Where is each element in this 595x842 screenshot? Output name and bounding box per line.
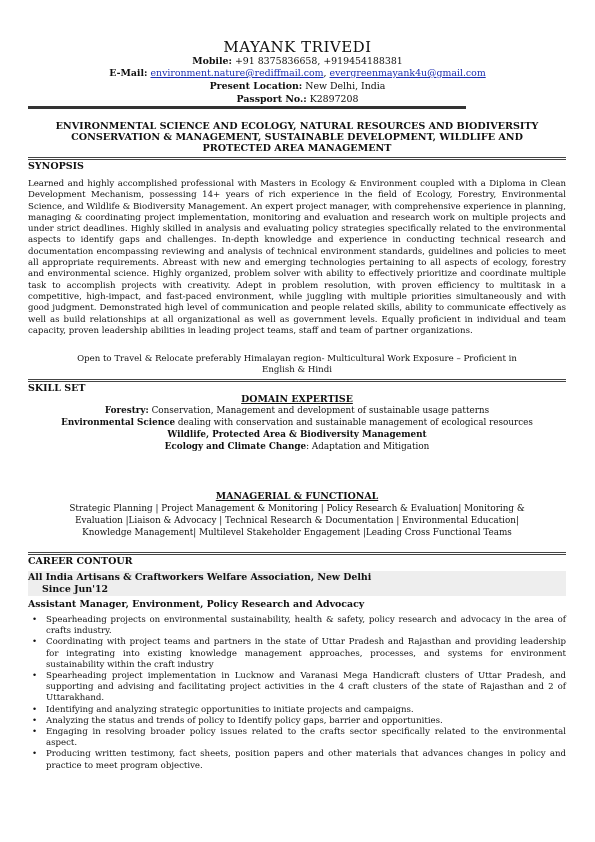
bullet-icon: • (32, 671, 38, 682)
passport-line (0, 94, 595, 105)
list-item (28, 637, 566, 671)
domain-expertise-heading: DOMAIN EXPERTISE (241, 394, 353, 405)
bullet-icon: • (32, 637, 38, 648)
domain-item-label: Ecology and Climate Change (164, 442, 307, 452)
open-line-2: English & Hindi (262, 365, 332, 375)
email-link-1[interactable]: environment.nature@rediffmail.com (150, 68, 324, 79)
list-item (28, 716, 566, 727)
profile-title (28, 121, 566, 154)
list-item (28, 727, 566, 749)
job-role: Assistant Manager, Environment, Policy Research and Advocacy (28, 599, 365, 610)
list-item-text: Spearheading project implementation in Lucknow and Varanasi Mega Handicraft clusters of Uttar Pradesh, and supporting and advising and facilitating project activities in the 4 craft clusters of the state of Rajasthan and 2 of Uttarakhand. (46, 671, 566, 704)
domain-item-text: dealing with conservation and sustainable management of ecological resources (175, 418, 533, 428)
header-divider (28, 106, 466, 109)
skill-set-heading: SKILL SET (28, 379, 566, 395)
domain-item-label: Forestry: (104, 406, 149, 416)
list-item-text: Spearheading projects on environmental sustainability, health & safety, policy research and advocacy in the area of crafts industry. (46, 615, 566, 637)
responsibility-list (28, 615, 566, 772)
employer-block (28, 571, 566, 596)
bullet-icon: • (32, 715, 38, 726)
title-line: ENVIRONMENTAL SCIENCE AND ECOLOGY, NATURAL RESOURCES AND BIODIVERSITY (55, 121, 539, 132)
bullet-icon: • (32, 704, 38, 715)
email-line (0, 68, 595, 79)
domain-item-text: : Adaptation and Mitigation (306, 442, 430, 452)
list-item (28, 749, 566, 771)
list-item-text: Analyzing the status and trends of policy to Identify policy gaps, barrier and opportunities. (46, 715, 443, 726)
list-item-text: Engaging in resolving broader policy issues related to the crafts sector specifically related to the environmental aspect. (46, 727, 566, 749)
list-item (28, 705, 566, 716)
synopsis-text: Learned and highly accomplished professional with Masters in Ecology & Environment coupled with a Diploma in Clean Development Mechanism, possessing 14+ years of rich experience in the field of Ecology, Forestry, Environmental Science, and Wildlife & Biodiversity Management. An expert project manager, with comprehensive experience in planning, managing & coordinating project implementation, monitoring and evaluation and research work on multiple projects and under strict deadlines. Highly skilled in analysis and evaluating policy strategies specifically related to the environmental aspects to identify gaps and challenges. In-depth knowledge and experience in conducting technical research and documentation encompassing reviewing and analysis of technical environment standards, guidelines and policies to meet all appropriate requirements. Abreast with new and emerging technologies pertaining to all aspects of ecology, forestry and environmental science. Highly organized, problem solver with ability to effectively prioritize and coordinate multiple task to accomplish projects with creativity. Adept in problem resolution, with proven efficiency to multitask in a competitive, high-impact, and fast-paced environment, while juggling with multiple priorities simultaneously and with good judgment. Demonstrated high level of communication and people related skills, ability to communicate effectively as well as build relationships at all organizational as well as government levels. Equally proficient in individual and team capacity, proven leadership abilities in leading project teams, staff and team of partner organizations. (28, 179, 566, 336)
list-item-text: Identifying and analyzing strategic opportunities to initiate projects and campaigns. (46, 704, 414, 715)
list-item (28, 615, 566, 637)
mobile-line (0, 56, 595, 67)
managerial-line: Knowledge Management| Multilevel Stakeholder Engagement |Leading Cross Functional Teams (82, 528, 512, 538)
mobile-label: Mobile: (192, 56, 232, 67)
employer-name: All India Artisans & Craftworkers Welfare Association, New Delhi (28, 572, 372, 583)
managerial-line: Strategic Planning | Project Management & Monitoring | Policy Research & Evaluation| Monitoring & (69, 504, 525, 514)
domain-item-wildlife (28, 430, 566, 441)
domain-item-label: Wildlife, Protected Area & Biodiversity Management (167, 430, 427, 440)
domain-item-text: Conservation, Management and development of sustainable usage patterns (148, 406, 490, 416)
bullet-icon: • (32, 749, 38, 760)
open-to-travel (28, 354, 566, 376)
mobile-value: +91 8375836658, +919454188381 (234, 56, 403, 67)
managerial-heading: MANAGERIAL & FUNCTIONAL (215, 491, 379, 502)
email-link-2[interactable]: evergreenmayank4u@gmail.com (329, 68, 486, 79)
domain-item-forestry (28, 406, 566, 417)
title-line: PROTECTED AREA MANAGEMENT (202, 143, 392, 154)
bullet-icon: • (32, 727, 38, 738)
title-line: CONSERVATION & MANAGEMENT, SUSTAINABLE DEVELOPMENT, WILDLIFE AND (71, 132, 523, 143)
email-label: E-Mail: (109, 68, 148, 79)
employment-since: Since Jun'12 (42, 583, 109, 595)
list-item (28, 671, 566, 705)
location-line (0, 81, 595, 92)
passport-value: K2897208 (309, 94, 359, 105)
location-label: Present Location: (209, 81, 303, 92)
managerial-line: Evaluation |Liaison & Advocacy | Technical Research & Documentation | Environmental Education| (75, 516, 519, 526)
location-value: New Delhi, India (305, 81, 386, 92)
open-line-1: Open to Travel & Relocate preferably Himalayan region- Multicultural Work Exposure – Proficient in (77, 354, 517, 364)
list-item-text: Coordinating with project teams and partners in the state of Uttar Pradesh and Rajasthan and providing leadership for integrating into existing knowledge management approaches, processes, and systems for environment sustainability within the craft industry (46, 637, 566, 670)
synopsis-heading: SYNOPSIS (28, 157, 566, 173)
career-heading: CAREER CONTOUR (28, 552, 566, 568)
domain-item-label: Environmental Science (61, 418, 176, 428)
bullet-icon: • (32, 615, 38, 625)
passport-label: Passport No.: (236, 94, 307, 105)
list-item-text: Producing written testimony, fact sheets, position papers and other materials that advances changes in policy and practice to meet program objective. (46, 749, 566, 771)
email-separator: , (323, 68, 330, 79)
candidate-name: MAYANK TRIVEDI (223, 38, 372, 56)
domain-item-environment (28, 418, 566, 429)
domain-item-ecology (28, 442, 566, 453)
